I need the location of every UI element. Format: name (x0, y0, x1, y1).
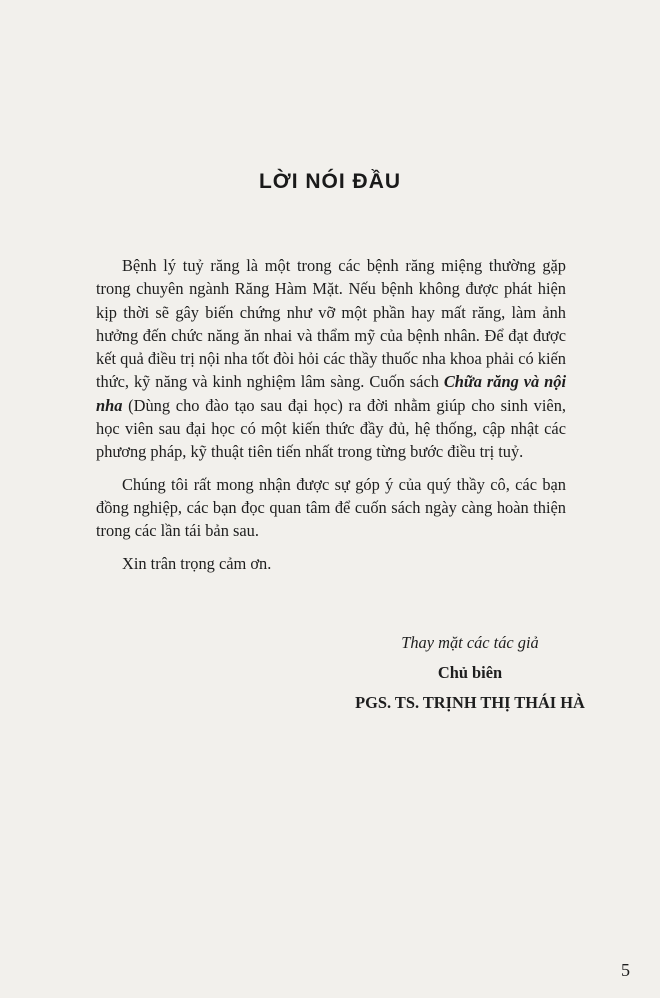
paragraph-feedback: Chúng tôi rất mong nhận được sự góp ý của quý thầy cô, các bạn đồng nghiệp, các bạn đọc quan tâm để cuốn sách ngày càng hoàn thiện trong các lần tái bản sau. (96, 474, 566, 541)
signature-name: PGS. TS. TRỊNH THỊ THÁI HÀ (355, 693, 585, 712)
paragraph-intro (96, 254, 566, 464)
page-title: LỜI NÓI ĐẦU (258, 170, 402, 193)
signature-position: Chủ biên (437, 663, 503, 682)
book-title: Chữa răng và nội nha (96, 372, 567, 415)
paragraph-thanks: Xin trân trọng cảm ơn. (122, 553, 272, 573)
signature-role: Thay mặt các tác giả (401, 633, 539, 652)
signature-block (330, 628, 610, 718)
page-number: 5 (621, 960, 630, 980)
paragraph-intro-after: (Dùng cho đào tạo sau đại học) ra đời nhằm giúp cho sinh viên, học viên sau đại học có một kiến thức đầy đủ, hệ thống, cập nhật các phương pháp, kỹ thuật tiên tiến nhất trong từng bước điều trị tuỷ. (96, 395, 566, 462)
preface-body (96, 254, 566, 584)
paragraph-intro-before: Bệnh lý tuỷ răng là một trong các bệnh răng miệng thường gặp trong chuyên ngành Răng Hàm Mặt. Nếu bệnh không được phát hiện kịp thời sẽ gây biến chứng như vỡ một phần hay mất răng, làm ảnh hưởng đến chức năng ăn nhai và thẩm mỹ của bệnh nhân. Để đạt được kết quả điều trị nội nha tốt đòi hỏi các thầy thuốc nha khoa phải có kiến thức, kỹ năng và kinh nghiệm lâm sàng. Cuốn sách (96, 256, 566, 392)
